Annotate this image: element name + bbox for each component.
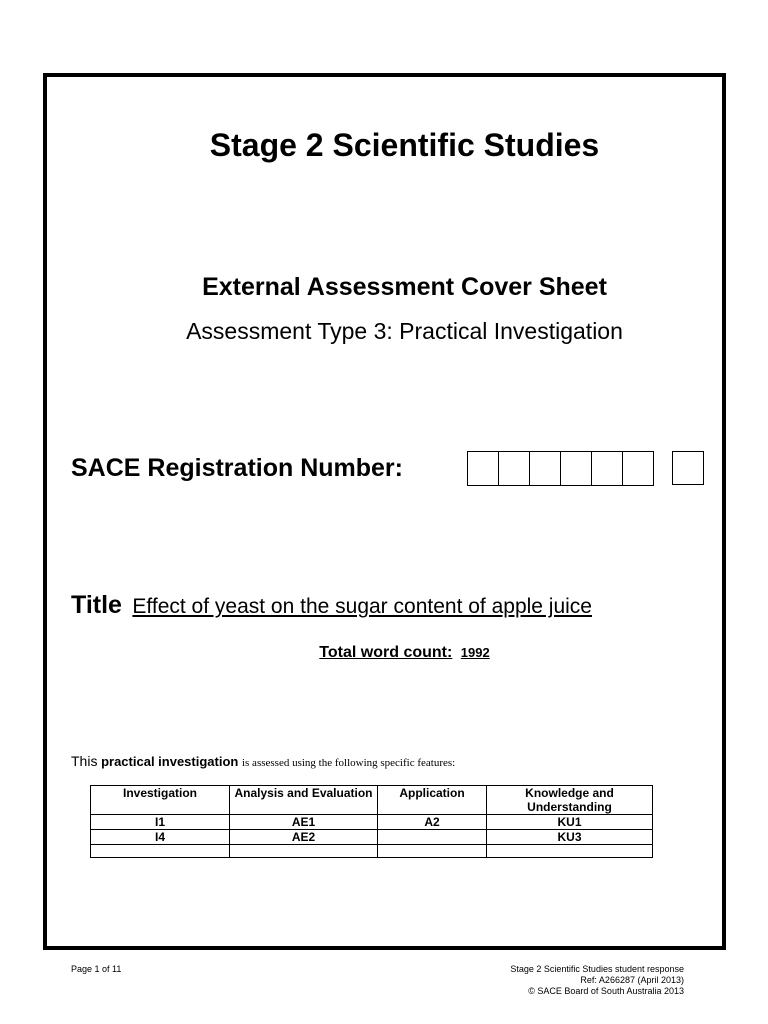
table-cell: I4 [91,830,230,845]
intro-rest: is assessed using the following specific features: [241,757,456,769]
footer-line: © SACE Board of South Australia 2013 [528,986,684,996]
intro-bold: practical investigation [101,754,239,769]
registration-digit-box[interactable] [561,452,592,485]
registration-label: SACE Registration Number: [71,454,403,482]
table-cell: KU3 [487,830,653,845]
title-label: Title [71,591,122,619]
table-cell: I1 [91,815,230,830]
column-header: Knowledge and Understanding [487,786,653,815]
registration-check-box[interactable] [672,451,704,485]
features-intro [71,753,455,769]
intro-lead: This [71,753,98,769]
registration-digit-box[interactable] [592,452,623,485]
word-count [47,644,722,662]
table-cell [487,845,653,858]
column-header: Application [378,786,487,815]
footer-line: Ref: A266287 (April 2013) [580,975,684,985]
column-header: Analysis and Evaluation [230,786,378,815]
document-title: Stage 2 Scientific Studies [209,127,600,163]
page-number: Page 1 of 11 [71,964,122,974]
assessment-type: Assessment Type 3: Practical Investigation [186,318,623,344]
word-count-label: Total word count: [319,644,453,661]
footer-reference [510,964,684,997]
table-cell: AE1 [230,815,378,830]
table-cell: KU1 [487,815,653,830]
table-cell [230,845,378,858]
document-subtitle: External Assessment Cover Sheet [202,273,607,301]
table-cell: A2 [378,815,487,830]
footer-line: Stage 2 Scientific Studies student response [510,964,684,974]
registration-digit-box[interactable] [468,452,499,485]
registration-digit-box[interactable] [623,452,653,485]
registration-digit-box[interactable] [530,452,561,485]
word-count-value: 1992 [460,645,490,660]
column-header: Investigation [91,786,230,815]
features-table [90,785,653,858]
table-row [91,815,653,830]
table-row [91,845,653,858]
table-cell: AE2 [230,830,378,845]
table-cell [91,845,230,858]
table-cell [378,845,487,858]
title-value: Effect of yeast on the sugar content of apple juice [132,595,592,618]
investigation-title [71,591,592,620]
registration-number-boxes[interactable] [467,451,654,486]
registration-digit-box[interactable] [499,452,530,485]
table-cell [378,830,487,845]
cover-sheet-frame [43,73,726,950]
table-header-row [91,786,653,815]
table-row [91,830,653,845]
